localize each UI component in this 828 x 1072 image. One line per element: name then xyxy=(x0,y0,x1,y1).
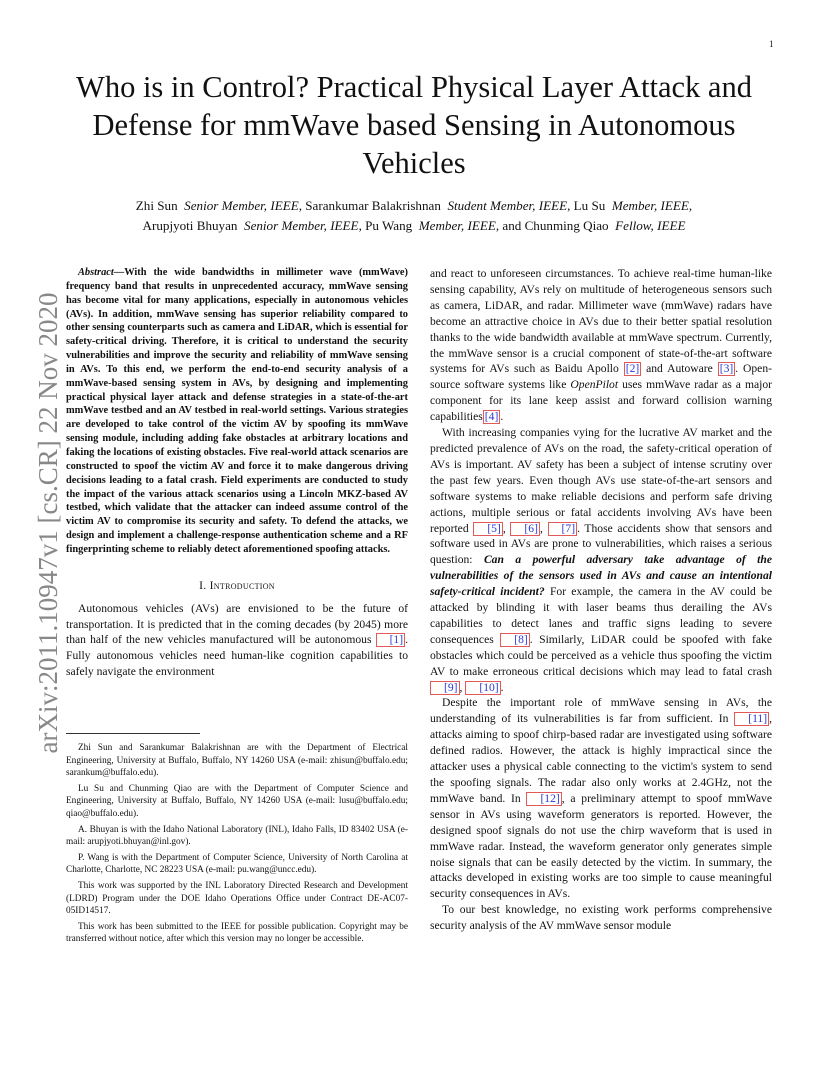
author-role: Senior Member, IEEE xyxy=(184,198,299,213)
author-role: Student Member, IEEE xyxy=(447,198,568,213)
author-name: Zhi Sun xyxy=(135,198,178,213)
author-name: Lu Su xyxy=(573,198,606,213)
intro-paragraph-1-continued: and react to unforeseen circumstances. To achieve real-time human-like sensing capability, AVs rely on multitude of heterogeneous sensors such as camera, LiDAR, and radar. Millimeter wave (mmWave) radars have become an attractive choice in AVs due to their better spatial resolution thanks to the wide bandwidth available at mmWave spectrum. Currently, the mmWave sensor is a crucial component of state-of-the-art software systems for AVs such as Baidu Apollo [2] and Autoware [3] . Open-source software systems like OpenPilot uses mmWave radar as a major component for its lane keep assist and forward collision warning capabilities [4] . xyxy=(430,267,773,424)
citation-link[interactable]: [1] xyxy=(376,633,406,647)
openpilot-name: OpenPilot xyxy=(570,378,619,392)
footnotes xyxy=(66,739,408,949)
citation-link[interactable]: [7] xyxy=(548,522,578,536)
citation-link[interactable]: [3] xyxy=(719,362,734,376)
author-role: Senior Member, IEEE xyxy=(244,218,359,233)
abstract-text: —With the wide bandwidths in millimeter wave (mmWave) frequency band that results in unprecedented accuracy, mmWave sensing has become vital for many applications, especially in autonomous vehicles (AVs). In addition, mmWave sensing has superior reliability compared to other sensing counterparts such as camera and LiDAR, which is essential for safety-critical driving. Therefore, it is critical to understand the security vulnerabilities and improve the security and reliability of mmWave sensing in AVs. To this end, we perform the end-to-end security analysis of a mmWave-based sensing system in AVs, by designing and implementing practical physical layer attack and defense strategies in a state-of-the-art mmWave testbed and an AV testbed in real-world settings. Various strategies are developed to take control of the victim AV by spoofing its mmWave sensing module, including adding fake obstacles at arbitrary locations and faking the locations of existing obstacles. Five real-world attack scenarios are constructed to spoof the victim AV and force it to make dangerous driving decisions leading to a fatal crash. Field experiments are conducted to study the impact of the various attack scenarios using a Lincoln MKZ-based AV testbed, which validate that the attacker can indeed assume control of the victim AV to compromise its security and safety. To defend the attacks, we design and implement a challenge-response authentication scheme and a RF fingerprinting scheme to reliably detect aforementioned spoofing attacks. xyxy=(66,267,408,555)
footnote: This work has been submitted to the IEEE for possible publication. Copyright may be transferred without notice, after which this version may no longer be accessible. xyxy=(66,921,408,945)
abstract-label: Abstract xyxy=(78,267,114,278)
footnote: This work was supported by the INL Laboratory Directed Research and Development (LDRD) Program under the DOE Idaho Operations Office under Contract DE-AC07-05ID14517. xyxy=(66,880,408,917)
footnote-rule xyxy=(66,733,200,734)
page-number: 1 xyxy=(769,39,774,49)
footnote: Lu Su and Chunming Qiao are with the Department of Computer Science and Engineering, University at Buffalo, Buffalo, NY 14260 USA (e-mail: lusu@buffalo.edu; qiao@buffalo.edu). xyxy=(66,783,408,819)
author-name: Sarankumar Balakrishnan xyxy=(305,198,441,213)
citation-link[interactable]: [12] xyxy=(526,792,561,806)
author-name: Pu Wang xyxy=(365,218,413,233)
citation-link[interactable]: [6] xyxy=(510,522,540,536)
citation-link[interactable]: [11] xyxy=(734,712,769,726)
author-name: Chunming Qiao xyxy=(524,218,609,233)
citation-link[interactable]: [8] xyxy=(500,633,530,647)
author-role: Member, IEEE xyxy=(418,218,496,233)
footnote: P. Wang is with the Department of Computer Science, University of North Carolina at Charlotte, Charlotte, NC 28223 USA (e-mail: pu.wang@uncc.edu). xyxy=(66,852,408,876)
abstract xyxy=(66,266,408,557)
intro-paragraph-3: Despite the important role of mmWave sensing in AVs, the understanding of its vulnerabilities is far from sufficient. In [11] , attacks aiming to spoof chirp-based radar are investigated using software defined radios. However, the attack is highly impractical since the attacker uses a physical cable connecting to the victim's system to send the spoofing signals. The radar also only works at 2.4GHz, not the mmWave band. In [12] , a preliminary attempt to spoof mmWave sensor in AVs using waveform generators is reported. However, the designed spoof signals do not use the chirp waveform that is used in mmWave radar. Instead, the waveform generator only generates simple noise signals that can be easily detected by the victim. In summary, the attacks developed in existing works are too simple to cause meaningful security consequences in AVs. xyxy=(430,696,772,901)
intro-paragraph-4: To our best knowledge, no existing work performs comprehensive security analysis of the AV mmWave sensor module xyxy=(430,903,772,933)
left-column xyxy=(66,266,408,680)
citation-link[interactable]: [5] xyxy=(473,522,503,536)
citation-link[interactable]: [10] xyxy=(465,681,500,695)
citation-link[interactable]: [2] xyxy=(625,362,640,376)
arxiv-sidebar-stamp xyxy=(10,288,63,758)
author-list: Zhi Sun Senior Member, IEEE, Sarankumar Balakrishnan Student Member, IEEE, Lu Su Member, IEEE, Arupjyoti Bhuyan Senior Member, IEEE, Pu Wang Member, IEEE, and Chunming Qiao Fellow, IEEE xyxy=(135,198,693,233)
footnote: Zhi Sun and Sarankumar Balakrishnan are with the Department of Electrical Engineering, University at Buffalo, Buffalo, NY 14260 USA (e-mail: zhisun@buffalo.edu; sarankum@buffalo.edu). xyxy=(66,743,408,779)
citation-link[interactable]: [4] xyxy=(484,410,499,424)
research-question: Can a powerful adversary take advantage of the vulnerabilities of the sensors used in AVs and cause an intentional safety-critical incident? xyxy=(430,553,772,599)
citation-link[interactable]: [9] xyxy=(430,681,460,695)
paper-title: Who is in Control? Practical Physical Layer Attack and Defense for mmWave based Sensing in Autonomous Vehicles xyxy=(76,70,752,180)
author-role: Member, IEEE xyxy=(611,198,689,213)
author-role: Fellow, IEEE xyxy=(615,218,686,233)
footnote: A. Bhuyan is with the Idaho National Laboratory (INL), Idaho Falls, ID 83402 USA (e-mail: arupjyoti.bhuyan@inl.gov). xyxy=(66,824,408,848)
author-name: Arupjyoti Bhuyan xyxy=(142,218,238,233)
intro-paragraph-2: With increasing companies vying for the lucrative AV market and the predicted prevalence of AVs on the road, the safety-critical operation of AVs is important. AV safety has been a subject of intense scrutiny over the past few years. Even though AVs use state-of-the-art sensors and software systems to make reliable decisions and perform safe driving actions, multiple serious or fatal accidents involving AVs have been reported [5] , [6] , [7] . Those accidents show that sensors and software used in AVs are prone to vulnerabilities, which raises a serious question: Can a powerful adversary take advantage of the vulnerabilities of the sensors used in AVs and cause an intentional safety-critical incident? For example, the camera in the AV could be attacked by blinding it with laser beams thus derailing the AVs capabilities to detect lanes and traffic signs leading to severe consequences [8] . Similarly, LiDAR could be spoofed with fake obstacles which could be perceived as a vehicle thus spoofing the victim AV to make erroneous critical decisions which may lead to fatal crash [9] , [10] . xyxy=(430,426,773,694)
right-column xyxy=(430,266,772,934)
arxiv-identifier: arXiv:2011.10947v1 [cs.CR] 22 Nov 2020 xyxy=(33,292,63,754)
intro-paragraph-1: Autonomous vehicles (AVs) are envisioned to be the future of transportation. It is predicted that in the coming decades (by 2045) more than half of the new vehicles manufactured will be autonomous [1] . Fully autonomous vehicles need human-like cognition capabilities to safely navigate the environment xyxy=(66,601,408,679)
section-heading-introduction: I. Introduction xyxy=(199,578,275,592)
